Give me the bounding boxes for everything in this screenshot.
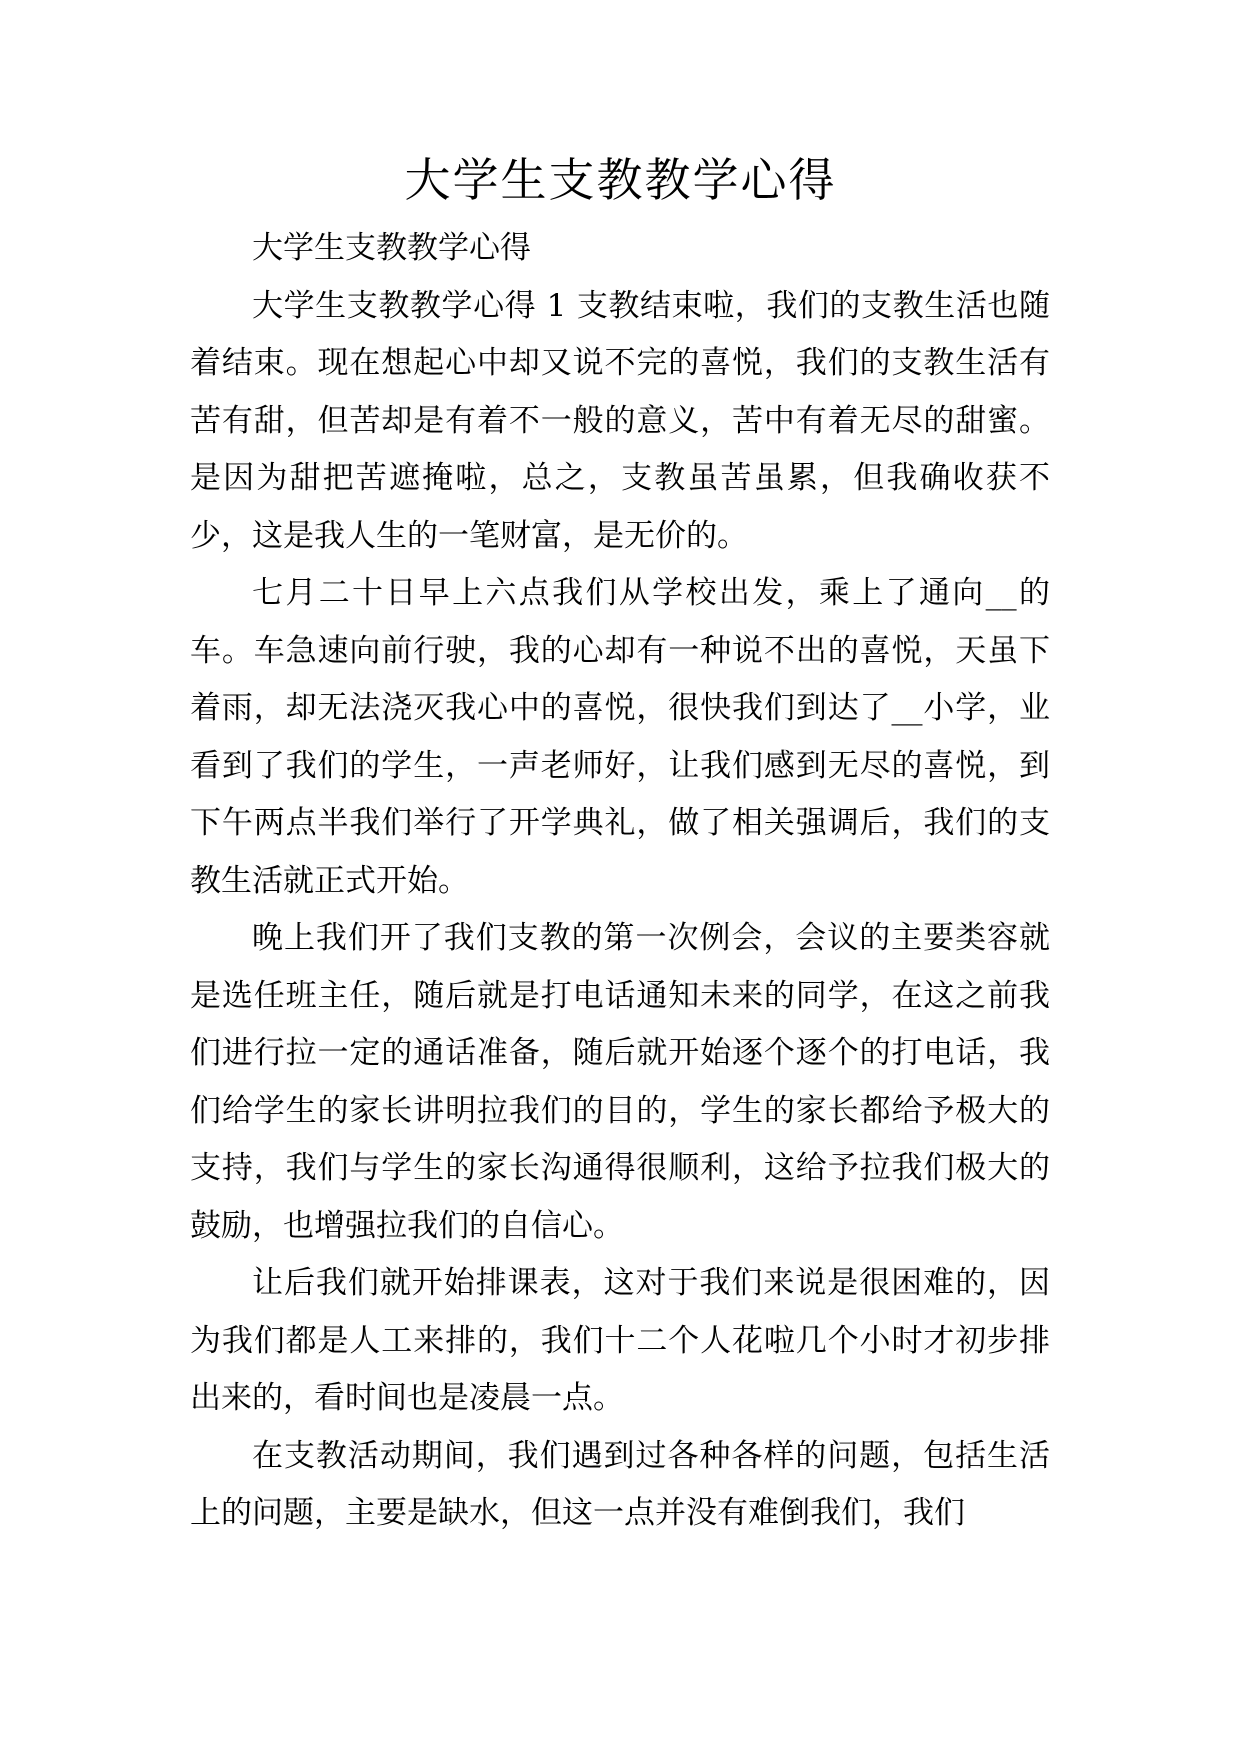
paragraph: 大学生支教教学心得 1 支教结束啦，我们的支教生活也随着结束。现在想起心中却又说不完的喜悦，我们的支教生活有苦有甜，但苦却是有着不一般的意义，苦中有着无尽的甜蜜。是因为甜把苦遮掩啦，总之，支教虽苦虽累，但我确收获不少，这是我人生的一笔财富，是无价的。 bbox=[190, 287, 1050, 554]
document-body bbox=[190, 220, 1050, 1543]
paragraph: 晚上我们开了我们支教的第一次例会，会议的主要类容就是选任班主任，随后就是打电话通知未来的同学，在这之前我们进行拉一定的通话准备，随后就开始逐个逐个的打电话，我们给学生的家长讲明拉我们的目的，学生的家长都给予极大的支持，我们与学生的家长沟通得很顺利，这给予拉我们极大的鼓励，也增强拉我们的自信心。 bbox=[190, 920, 1050, 1244]
paragraph: 让后我们就开始排课表，这对于我们来说是很困难的，因为我们都是人工来排的，我们十二个人花啦几个小时才初步排出来的，看时间也是凌晨一点。 bbox=[190, 1265, 1050, 1416]
paragraph: 七月二十日早上六点我们从学校出发，乘上了通向__的车。车急速向前行驶，我的心却有一种说不出的喜悦，天虽下着雨，却无法浇灭我心中的喜悦，很快我们到达了__小学，业看到了我们的学生，一声老师好，让我们感到无尽的喜悦，到下午两点半我们举行了开学典礼，做了相关强调后，我们的支教生活就正式开始。 bbox=[190, 575, 1050, 899]
paragraph-subtitle: 大学生支教教学心得 bbox=[252, 230, 531, 266]
paragraph: 在支教活动期间，我们遇到过各种各样的问题，包括生活上的问题，主要是缺水，但这一点并没有难倒我们，我们 bbox=[190, 1437, 1050, 1531]
document-title: 大学生支教教学心得 bbox=[404, 153, 837, 207]
